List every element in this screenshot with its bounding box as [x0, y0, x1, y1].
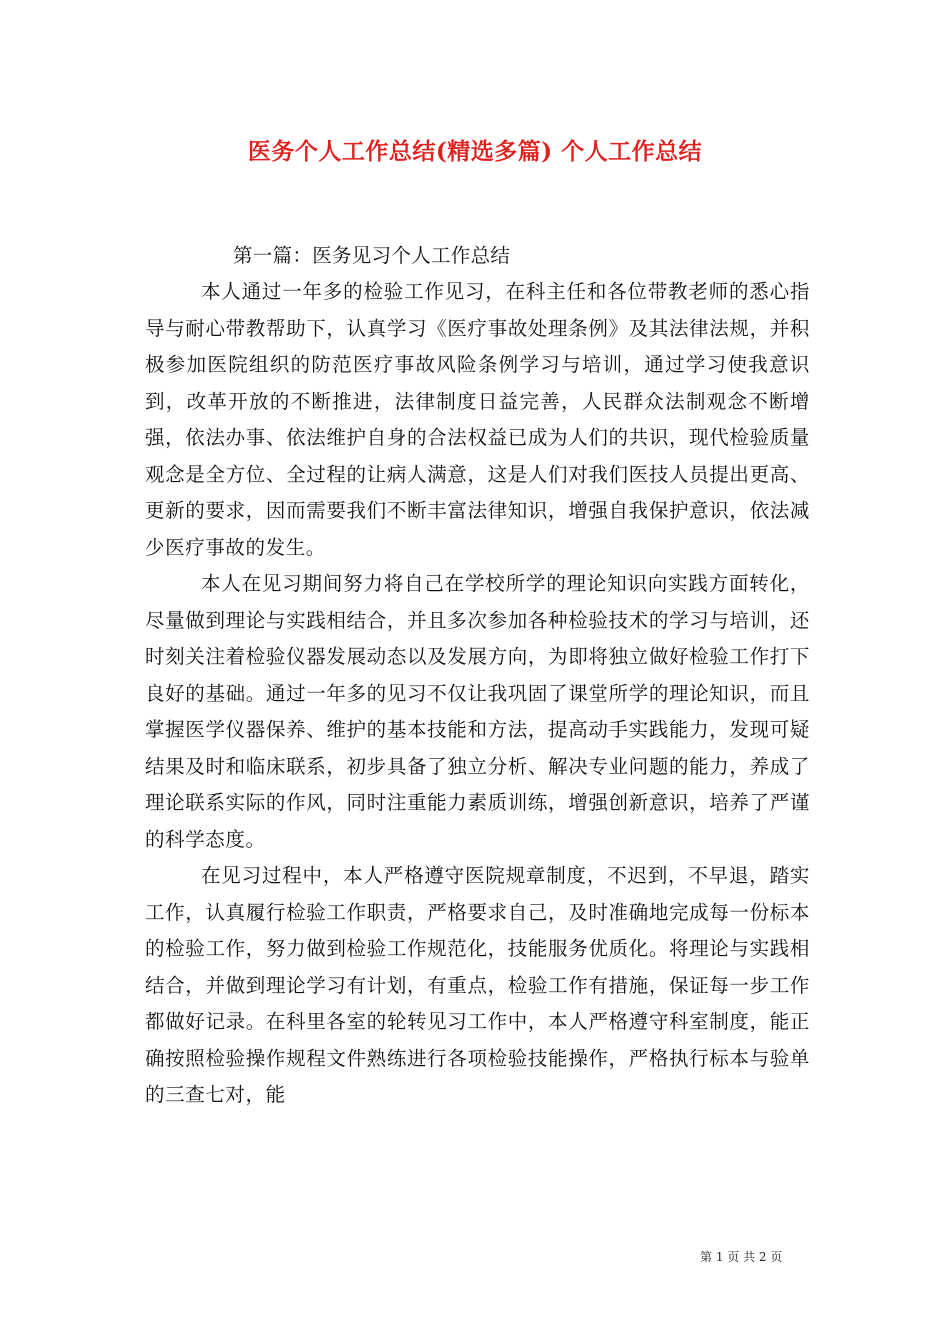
paragraph-2: 本人在见习期间努力将自己在学校所学的理论知识向实践方面转化，尽量做到理论与实践相结合，并且多次参加各种检验技术的学习与培训，还时刻关注着检验仪器发展动态以及发展方向，为即将独立做好检验工作打下良好的基础。通过一年多的见习不仅让我巩固了课堂所学的理论知识，而且掌握医学仪器保养、维护的基本技能和方法，提高动手实践能力，发现可疑结果及时和临床联系，初步具备了独立分析、解决专业问题的能力，养成了理论联系实际的作风，同时注重能力素质训练，增强创新意识，培养了严谨的科学态度。: [145, 572, 810, 851]
paragraph-1: 本人通过一年多的检验工作见习，在科主任和各位带教老师的悉心指导与耐心带教帮助下，认真学习《医疗事故处理条例》及其法律法规，并积极参加医院组织的防范医疗事故风险条例学习与培训，通过学习使我意识到，改革开放的不断推进，法律制度日益完善，人民群众法制观念不断增强，依法办事、依法维护自身的合法权益已成为人们的共识，现代检验质量观念是全方位、全过程的让病人满意，这是人们对我们医技人员提出更高、更新的要求，因而需要我们不断丰富法律知识，增强自我保护意识，依法减少医疗事故的发生。: [145, 280, 810, 559]
paragraph-3: 在见习过程中，本人严格遵守医院规章制度，不迟到，不早退，踏实工作，认真履行检验工作职责，严格要求自己，及时准确地完成每一份标本的检验工作，努力做到检验工作规范化，技能服务优质化。将理论与实践相结合，并做到理论学习有计划，有重点，检验工作有措施，保证每一步工作都做好记录。在科里各室的轮转见习工作中，本人严格遵守科室制度，能正确按照检验操作规程文件熟练进行各项检验技能操作，严格执行标本与验单的三查七对，能: [145, 864, 810, 1106]
section-heading: 第一篇：医务见习个人工作总结: [233, 244, 511, 267]
document-body: [145, 238, 810, 1114]
page-number: 第 1 页 共 2 页: [700, 1250, 783, 1264]
document-title: 医务个人工作总结(精选多篇) 个人工作总结: [247, 138, 703, 165]
